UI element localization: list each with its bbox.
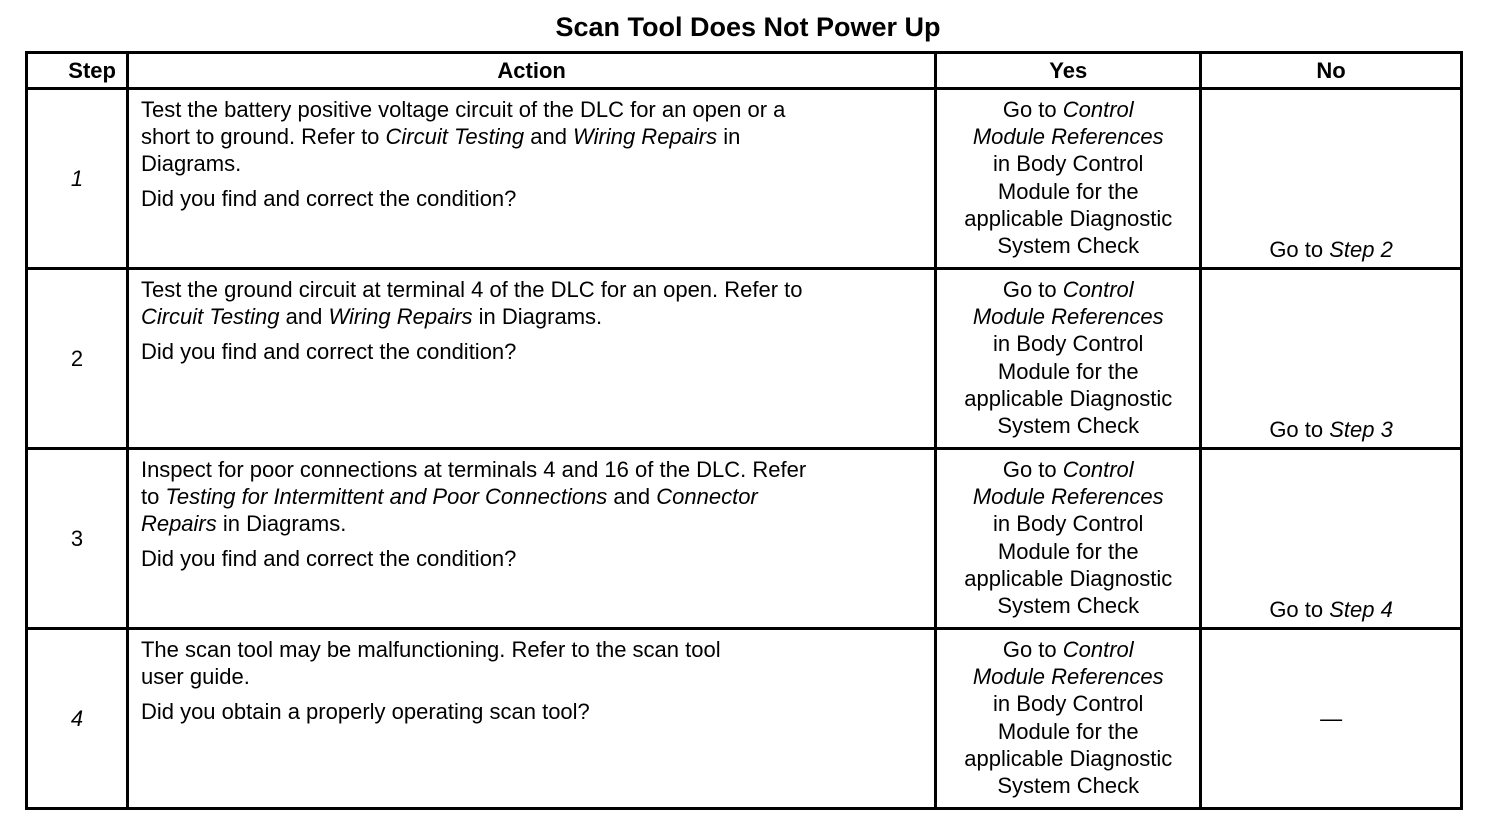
text-segment: in Body Control bbox=[993, 691, 1144, 717]
text-segment: Test the battery positive voltage circuit of the DLC for an open or a bbox=[140, 97, 786, 122]
action-line bbox=[141, 510, 922, 537]
text-segment: and bbox=[607, 484, 657, 509]
header-yes: Yes bbox=[936, 53, 1201, 89]
text-segment: System Check bbox=[997, 233, 1140, 259]
action-question: Did you find and correct the condition? bbox=[140, 546, 517, 571]
italic-text: Control bbox=[1062, 457, 1134, 482]
yes-line bbox=[937, 150, 1199, 177]
no-cell bbox=[1201, 449, 1462, 629]
italic-text: Wiring Repairs bbox=[573, 124, 718, 149]
italic-text: Control bbox=[1062, 277, 1134, 302]
step-number: 2 bbox=[27, 269, 128, 449]
yes-line bbox=[937, 205, 1199, 232]
step-number: 4 bbox=[27, 629, 128, 809]
yes-line bbox=[937, 232, 1199, 259]
text-segment: user guide. bbox=[140, 664, 250, 689]
text-segment: Test the ground circuit at terminal 4 of the DLC for an open. Refer to bbox=[140, 277, 803, 302]
text-segment: and bbox=[524, 124, 574, 149]
step-number: 3 bbox=[27, 449, 128, 629]
yes-line bbox=[937, 538, 1199, 565]
italic-text: Step 4 bbox=[1329, 597, 1393, 622]
text-segment: in Body Control bbox=[993, 151, 1144, 177]
action-line bbox=[141, 636, 922, 663]
text-segment: Module for the bbox=[997, 718, 1139, 744]
text-segment: Go to bbox=[1269, 597, 1330, 622]
action-line bbox=[141, 150, 922, 177]
text-segment: in Body Control bbox=[993, 331, 1144, 357]
yes-cell bbox=[936, 269, 1201, 449]
text-segment: in Body Control bbox=[993, 511, 1144, 537]
yes-line bbox=[937, 385, 1199, 412]
table-row bbox=[27, 269, 1462, 449]
text-segment: applicable Diagnostic bbox=[964, 205, 1173, 231]
action-line bbox=[141, 456, 922, 483]
yes-line bbox=[937, 565, 1199, 592]
yes-line bbox=[937, 592, 1199, 619]
yes-line bbox=[937, 718, 1199, 745]
table-body bbox=[27, 89, 1462, 809]
text-segment: Inspect for poor connections at terminals 4 and 16 of the DLC. Refer bbox=[140, 457, 807, 482]
action-cell bbox=[127, 449, 935, 629]
text-segment: applicable Diagnostic bbox=[964, 745, 1173, 771]
text-segment: Go to bbox=[1002, 457, 1063, 482]
italic-text: Circuit Testing bbox=[385, 124, 525, 149]
no-cell bbox=[1201, 89, 1462, 269]
table-row bbox=[27, 629, 1462, 809]
italic-text: Control bbox=[1062, 637, 1134, 662]
text-segment: applicable Diagnostic bbox=[964, 565, 1173, 591]
action-line bbox=[141, 96, 922, 123]
italic-text: Module References bbox=[972, 304, 1164, 330]
action-line bbox=[141, 303, 922, 330]
text-segment: System Check bbox=[997, 773, 1140, 799]
diagnostic-table bbox=[25, 51, 1463, 810]
yes-cell bbox=[936, 629, 1201, 809]
action-cell bbox=[127, 89, 935, 269]
text-segment: Module for the bbox=[997, 358, 1139, 384]
text-segment: Go to bbox=[1002, 97, 1063, 122]
action-line bbox=[141, 483, 922, 510]
text-segment: Go to bbox=[1269, 417, 1330, 442]
italic-text: Module References bbox=[972, 124, 1164, 150]
yes-line bbox=[937, 358, 1199, 385]
italic-text: Step 3 bbox=[1329, 417, 1393, 442]
yes-line bbox=[937, 330, 1199, 357]
text-segment: Diagrams. bbox=[140, 151, 242, 176]
action-line bbox=[141, 663, 922, 690]
yes-line bbox=[937, 690, 1199, 717]
page-title: Scan Tool Does Not Power Up bbox=[555, 12, 941, 42]
text-segment: System Check bbox=[997, 413, 1140, 439]
action-question: Did you find and correct the condition? bbox=[140, 186, 517, 211]
action-question: Did you obtain a properly operating scan tool? bbox=[140, 699, 590, 724]
italic-text: Testing for Intermittent and Poor Connections bbox=[165, 484, 608, 509]
text-segment: Module for the bbox=[997, 178, 1139, 204]
text-segment: The scan tool may be malfunctioning. Refer to the scan tool bbox=[140, 637, 721, 662]
text-segment: Go to bbox=[1002, 277, 1063, 302]
italic-text: Module References bbox=[972, 484, 1164, 510]
action-cell bbox=[127, 269, 935, 449]
text-segment: Go to bbox=[1269, 237, 1330, 262]
header-action: Action bbox=[127, 53, 935, 89]
text-segment: in bbox=[717, 124, 741, 149]
header-step: Step bbox=[27, 53, 128, 89]
italic-text: Circuit Testing bbox=[140, 304, 280, 329]
no-cell bbox=[1201, 629, 1462, 809]
action-line bbox=[141, 276, 922, 303]
italic-text: Connector bbox=[656, 484, 758, 509]
text-segment: and bbox=[279, 304, 329, 329]
yes-line bbox=[937, 483, 1199, 510]
text-segment: to bbox=[140, 484, 166, 509]
no-cell bbox=[1201, 269, 1462, 449]
yes-line bbox=[937, 303, 1199, 330]
yes-line bbox=[937, 636, 1199, 663]
header-row bbox=[27, 53, 1462, 89]
action-line bbox=[141, 123, 922, 150]
text-segment: short to ground. Refer to bbox=[140, 124, 386, 149]
yes-line bbox=[937, 772, 1199, 799]
step-number: 1 bbox=[27, 89, 128, 269]
text-segment: — bbox=[1320, 706, 1343, 731]
header-no: No bbox=[1201, 53, 1462, 89]
text-segment: in Diagrams. bbox=[216, 511, 347, 536]
yes-line bbox=[937, 510, 1199, 537]
yes-line bbox=[937, 745, 1199, 772]
yes-line bbox=[937, 178, 1199, 205]
italic-text: Wiring Repairs bbox=[328, 304, 473, 329]
text-segment: System Check bbox=[997, 593, 1140, 619]
action-question: Did you find and correct the condition? bbox=[140, 339, 517, 364]
yes-line bbox=[937, 456, 1199, 483]
yes-line bbox=[937, 663, 1199, 690]
text-segment: Go to bbox=[1002, 637, 1063, 662]
italic-text: Control bbox=[1062, 97, 1134, 122]
table-row bbox=[27, 449, 1462, 629]
italic-text: Module References bbox=[972, 664, 1164, 690]
text-segment: applicable Diagnostic bbox=[964, 385, 1173, 411]
yes-line bbox=[937, 412, 1199, 439]
italic-text: Repairs bbox=[140, 511, 217, 536]
italic-text: Step 2 bbox=[1329, 237, 1393, 262]
action-cell bbox=[127, 629, 935, 809]
yes-line bbox=[937, 123, 1199, 150]
yes-cell bbox=[936, 449, 1201, 629]
text-segment: in Diagrams. bbox=[472, 304, 603, 329]
yes-line bbox=[937, 96, 1199, 123]
text-segment: Module for the bbox=[997, 538, 1139, 564]
yes-cell bbox=[936, 89, 1201, 269]
table-row bbox=[27, 89, 1462, 269]
yes-line bbox=[937, 276, 1199, 303]
